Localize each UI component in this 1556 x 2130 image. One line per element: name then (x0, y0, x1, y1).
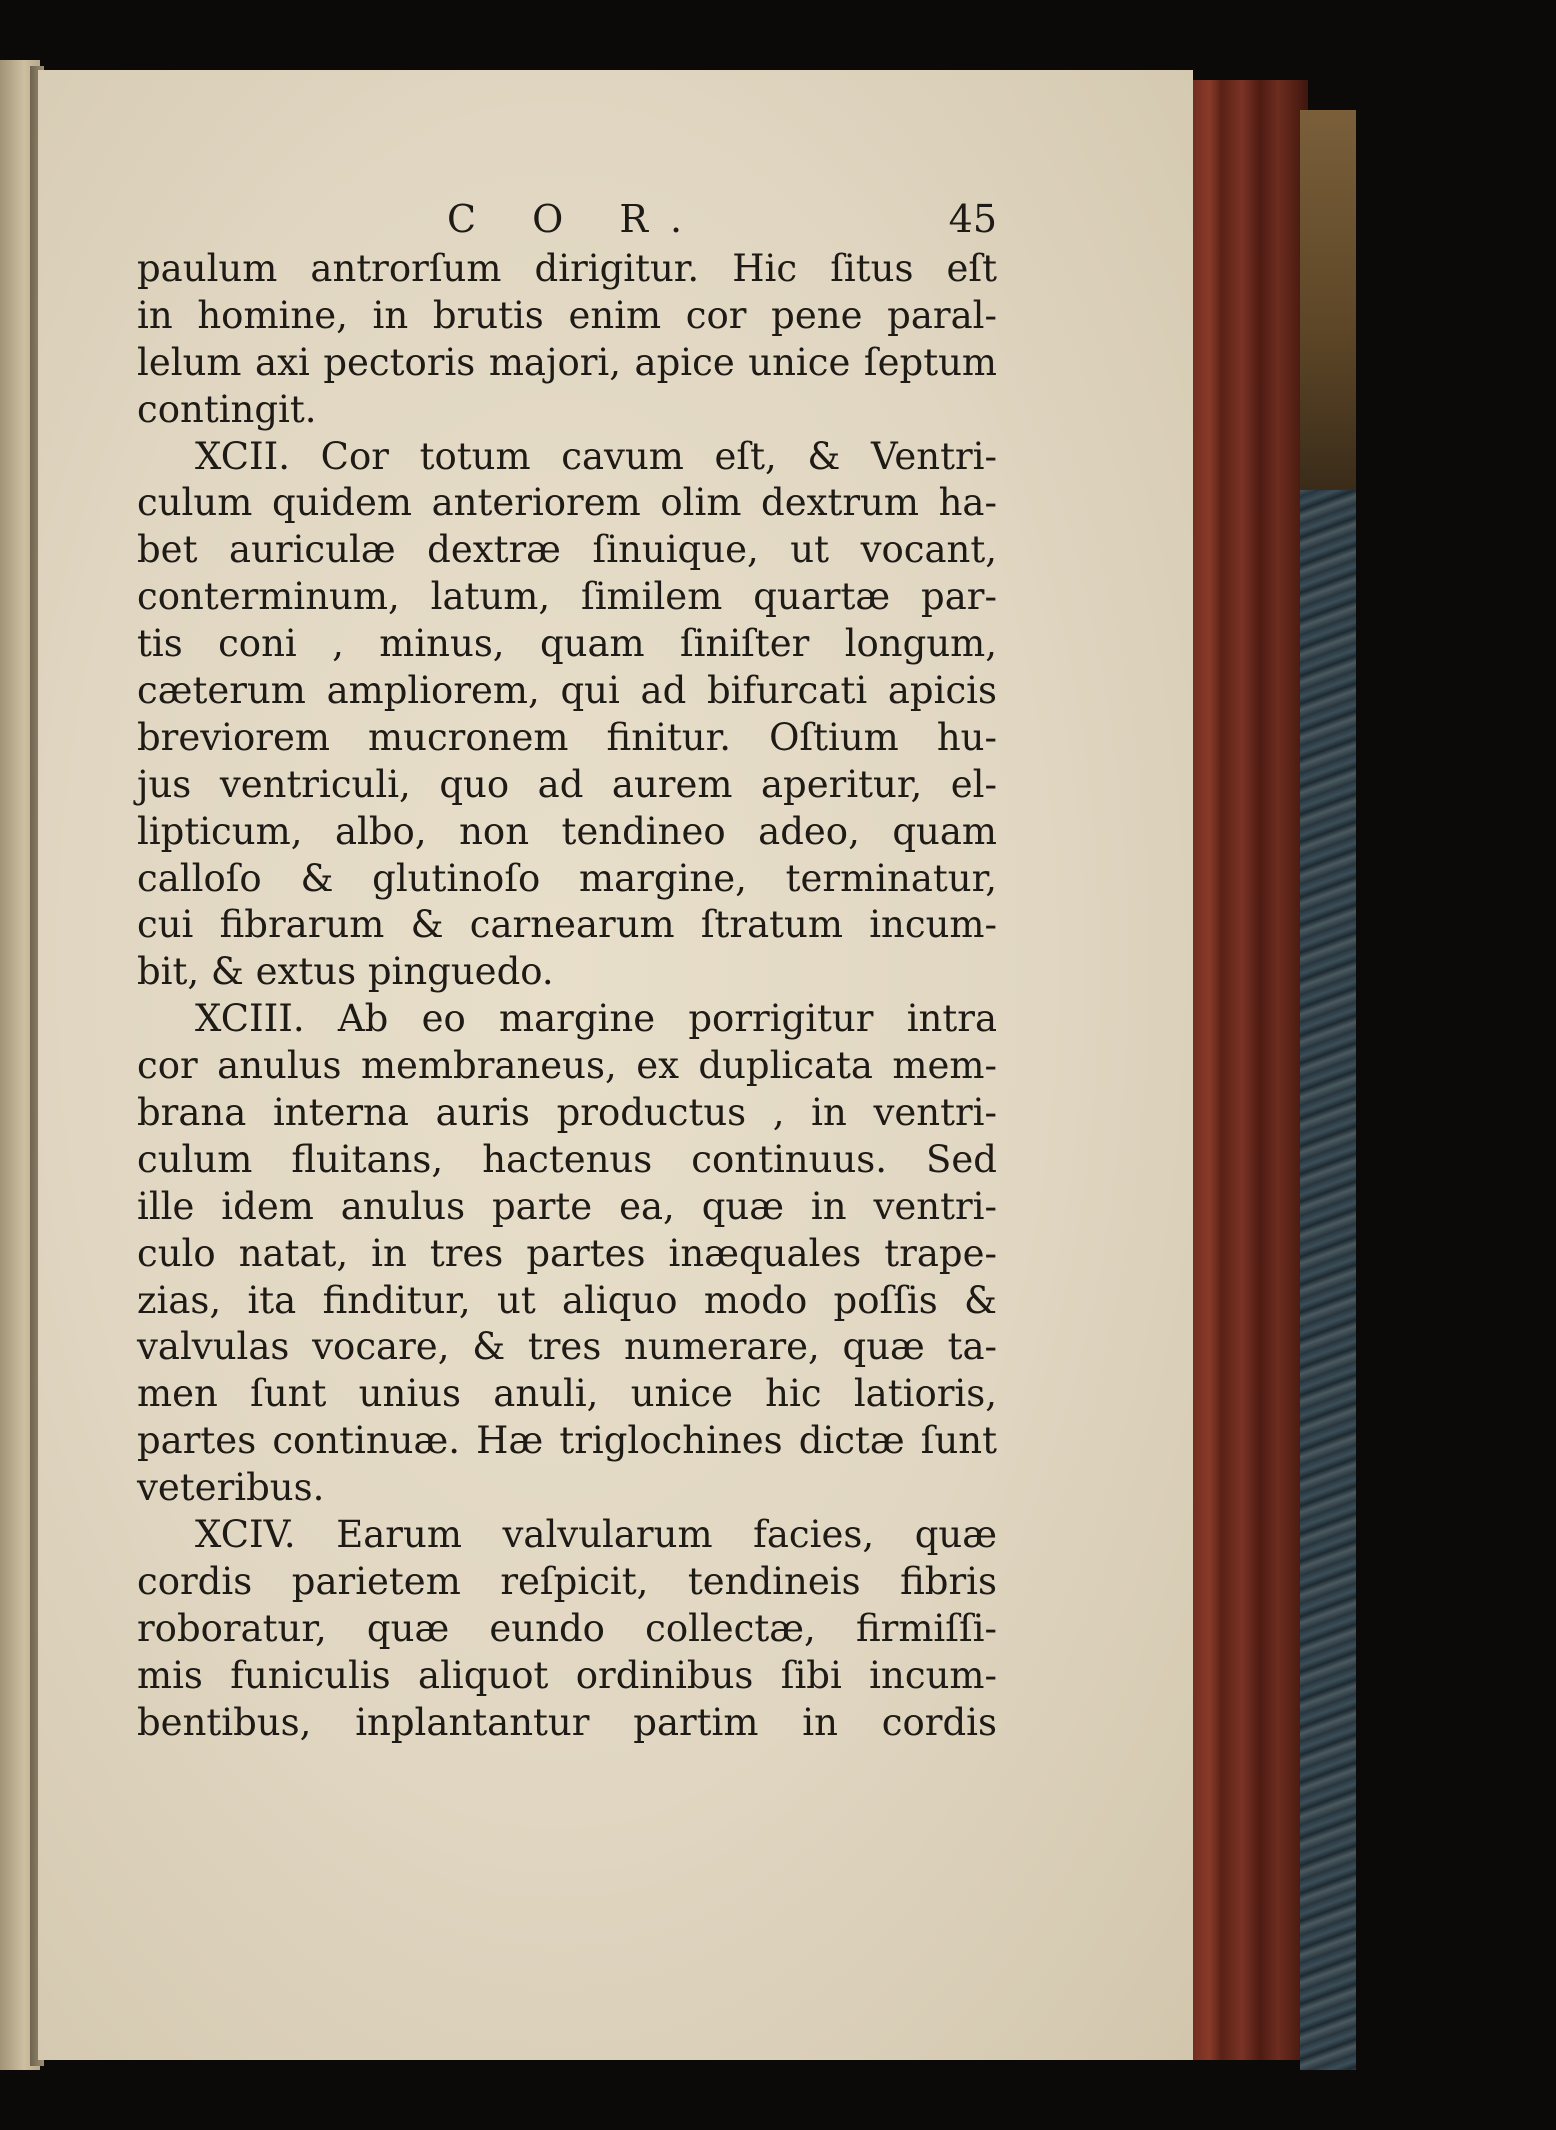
running-title: C O R. (447, 197, 705, 241)
text-line: veteribus. (137, 1466, 325, 1510)
page-text (137, 196, 997, 1747)
text-line: jus ventriculi, quo ad aurem aperitur, el- (137, 762, 997, 806)
text-line: XCIV. Earum valvularum facies, quæ (195, 1513, 997, 1557)
text-line: culo natat, in tres partes inæquales trape- (137, 1231, 997, 1275)
text-line: cæterum ampliorem, qui ad bifurcati apicis (137, 669, 997, 713)
text-line: roboratur, quæ eundo collectæ, firmiſſi- (137, 1606, 997, 1650)
text-line: conterminum, latum, ſimilem quartæ par- (137, 575, 997, 619)
text-line: cor anulus membraneus, ex duplicata mem- (137, 1044, 997, 1088)
paragraph-xciv (137, 1512, 997, 1746)
text-line: cordis parietem reſpicit, tendineis fibris (137, 1559, 997, 1603)
text-line: lipticum, albo, non tendineo adeo, quam (137, 809, 997, 853)
text-line: XCII. Cor totum cavum eſt, & Ventri- (195, 434, 997, 478)
text-line: calloſo & glutinoſo margine, terminatur, (137, 856, 997, 900)
text-line: culum fluitans, hactenus continuus. Sed (137, 1137, 997, 1181)
text-line: cui fibrarum & carnearum ſtratum incum- (137, 903, 997, 947)
text-line: paulum antrorſum dirigitur. Hic ſitus eſt (137, 247, 997, 290)
text-line: valvulas vocare, & tres numerare, quæ ta- (137, 1325, 997, 1369)
text-line: partes continuæ. Hæ triglochines dictæ ſunt (137, 1419, 997, 1463)
text-line: brana interna auris productus , in ventri- (137, 1091, 997, 1135)
text-line: contingit. (137, 387, 317, 431)
text-line: zias, ita finditur, ut aliquo modo poſſis & (137, 1278, 997, 1322)
text-line: bet auriculæ dextræ ſinuique, ut vocant, (137, 528, 997, 572)
red-page-edges (1188, 80, 1308, 2060)
text-line: in homine, in brutis enim cor pene paral- (137, 293, 997, 337)
text-line: tis coni , minus, quam ſiniſter longum, (137, 622, 997, 666)
text-line: mis funiculis aliquot ordinibus ſibi incum- (137, 1653, 997, 1697)
text-line: bit, & extus pinguedo. (137, 950, 554, 994)
text-line: culum quidem anteriorem olim dextrum ha- (137, 481, 997, 525)
paragraph-xcii (137, 434, 997, 997)
page-number: 45 (948, 197, 997, 241)
paragraph-continued (137, 246, 997, 434)
running-header (137, 196, 997, 246)
paragraph-xciii (137, 996, 997, 1512)
leather-spine-corner (1300, 110, 1356, 490)
text-line: XCIII. Ab eo margine porrigitur intra (195, 997, 997, 1041)
text-line: lelum axi pectoris majori, apice unice ſeptum (137, 340, 997, 384)
text-line: men ſunt unius anuli, unice hic latioris, (137, 1372, 997, 1416)
text-line: bentibus, inplantantur partim in cordis (137, 1700, 997, 1744)
text-line: breviorem mucronem finitur. Oſtium hu- (137, 715, 997, 759)
text-line: ille idem anulus parte ea, quæ in ventri- (137, 1184, 997, 1228)
